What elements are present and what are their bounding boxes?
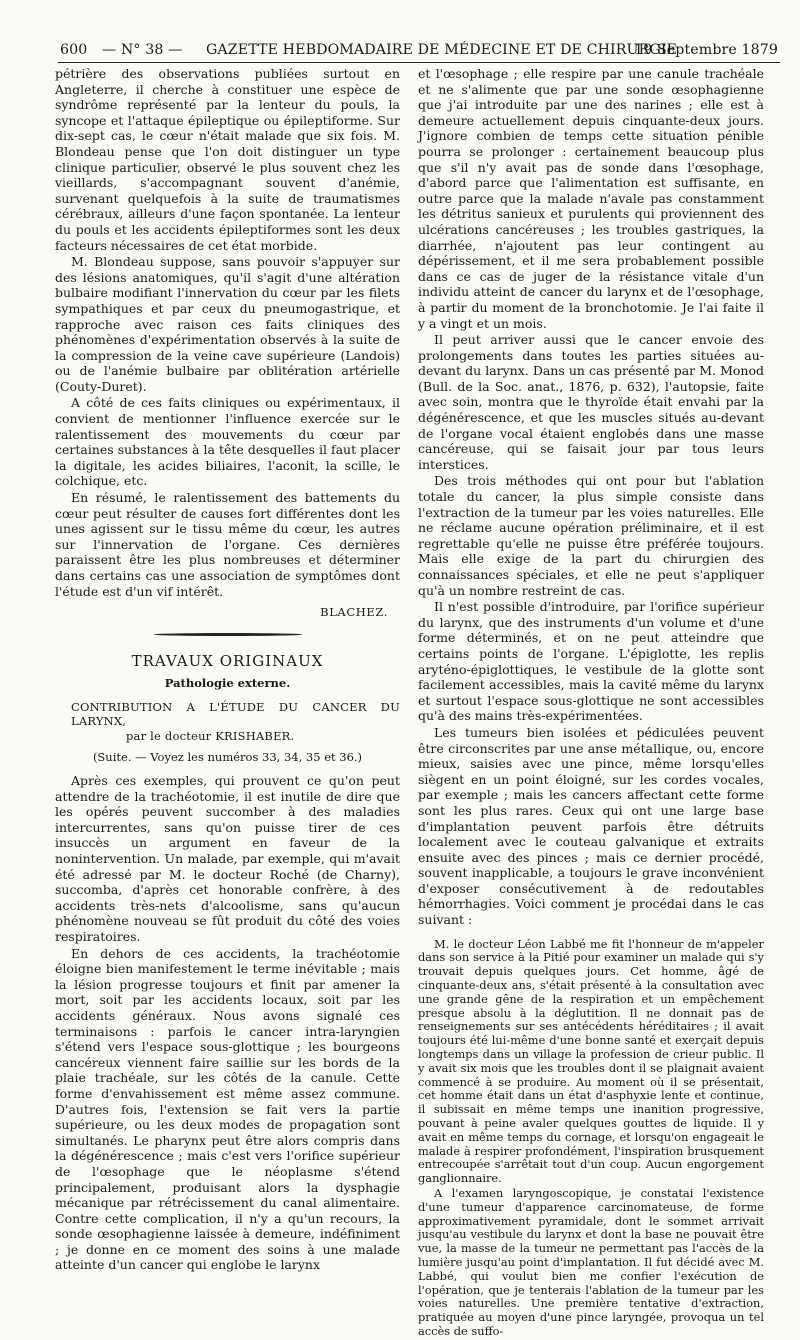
issue-date: 19 Septembre 1879 <box>634 42 778 58</box>
paragraph: Après ces exemples, qui prouvent ce qu'on peut attendre de la trachéotomie, il est inutile de dire que les opérés peuvent succomber à des maladies intercurrentes, sans qu'on puisse tirer de ces insuccès un argument en faveur de la nonintervention. Un malade, par exemple, qui m'avait été adressé par M. le docteur Roché (de Charny), succomba, d'après cet honorable confrère, à des accidents très-nets d'alcoolisme, sans qu'aucun phénomène nouveau se fût produit du côté des voies respiratoires. <box>55 773 400 944</box>
page-number: 600 <box>60 42 88 58</box>
paragraph: M. Blondeau suppose, sans pouvoir s'appuyer sur des lésions anatomiques, qu'il s'agit d'une altération bulbaire modifiant l'innervation du cœur par les filets sympathiques et par ceux du pneumogastrique, et rapproche avec raison ces faits cliniques des phénomènes d'expérimentation observés à la suite de la compression de la veine cave supérieure (Landois) ou de l'anémie bulbaire par oblitération artérielle (Couty-Duret). <box>55 254 400 394</box>
article-continuation-note: (Suite. — Voyez les numéros 33, 34, 35 et 36.) <box>92 750 363 765</box>
case-paragraph: M. le docteur Léon Labbé me fit l'honneur de m'appeler dans son service à la Pitié pour examiner un malade qui s'y trouvait depuis quelques jours. Cet homme, âgé de cinquante-deux ans, s'était présenté à la consultation avec une grande gêne de la respiration et un empêchement presque absolu à la déglutition. Il ne donnait pas de renseignements sur ses antécédents héréditaires ; il avait toujours été lui-même d'une bonne santé et exerçait depuis longtemps dans un village la profession de crieur public. Il y avait six mois que les troubles dont il se plaignait avaient commencé à se produire. Au moment où il se présentait, cet homme était dans un état d'asphyxie lente et continue, il subissait en même temps une inanition progressive, pouvant à peine avaler quelques gouttes de liquide. Il y avait en même temps du cornage, et lorsqu'on engageait le malade à respirer profondément, l'inspiration brusquement entrecoupée s'arrêtait tout d'un coup. Aucun engorgement ganglionnaire. <box>418 936 764 1186</box>
paragraph: et l'œsophage ; elle respire par une canule trachéale et ne s'alimente que par une sonde œsophagienne que j'ai introduite par une des narines ; elle est à demeure actuellement depuis cinquante-deux jours. J'ignore combien de temps cette situation pénible pourra se prolonger : certainement beaucoup plus que s'il n'y avait pas de sonde dans l'œsophage, d'abord parce que l'alimentation est suffisante, en outre parce que la malade n'avale pas constamment les détritus sanieux et purulents qui proviennent des ulcérations cancéreuses ; les troubles gastriques, la diarrhée, n'ajoutent pas leur contingent au dépérissement, et il me sera probablement possible dans ce cas de juger de la résistance vitale d'un individu atteint de cancer du larynx et de l'œsophage, à partir du moment de la bronchotomie. Je l'ai faite il y a vingt et un mois. <box>418 66 764 331</box>
paragraph: En résumé, le ralentissement des battements du cœur peut résulter de causes fort différentes dont les unes agissent sur le tissu même du cœur, les autres sur l'innervation de l'organe. Ces dernières paraissent être les plus nombreuses et déterminer dans certains cas une association de symptômes dont l'étude est d'un vif intérêt. <box>55 490 400 599</box>
article-title <box>55 700 400 744</box>
paragraph: Des trois méthodes qui ont pour but l'ablation totale du cancer, la plus simple consiste dans l'extraction de la tumeur par les voies naturelles. Elle ne réclame aucune opération préliminaire, et il est regrettable qu'elle ne puisse être préférée toujours. Mais elle exige de la part du chirurgien des connaissances spéciales, et elle ne peut s'appliquer qu'à un nombre restreint de cas. <box>418 473 764 598</box>
case-paragraph: A l'examen laryngoscopique, je constatai l'existence d'une tumeur d'apparence carcinomateuse, de forme approximativement pyramidale, dont le sommet arrivait jusqu'au vestibule du larynx et dont la base ne pouvait être vue, la masse de la tumeur ne permettant pas l'accès de la lumière jusqu'au point d'implantation. Il fut décidé avec M. Labbé, qui voulut bien me confier l'exécution de l'opération, que je tenterais l'ablation de la tumeur par les voies naturelles. Une première tentative d'extraction, pratiquée au moyen d'une pince laryngée, provoqua un tel accès de suffo- <box>418 1186 764 1338</box>
section-divider <box>153 633 303 636</box>
section-title: TRAVAUX ORIGINAUX <box>131 651 324 670</box>
paragraph: Il n'est possible d'introduire, par l'orifice supérieur du larynx, que des instruments d'un volume et d'une forme déterminés, et on ne peut atteindre que certains points de l'organe. L'épiglotte, les replis aryténo-épiglottiques, le vestibule de la glotte sont facilement accessibles, mais la cavité même du larynx et surtout l'espace sous-glottique ne sont accessibles qu'à des mains très-expérimentées. <box>418 599 764 724</box>
article-author: par le docteur KRISHABER. <box>126 728 295 743</box>
paragraph: Les tumeurs bien isolées et pédiculées peuvent être circonscrites par une anse métallique, ou, encore mieux, saisies avec une pince, même lorsqu'elles siègent en un point éloigné, sur les cordes vocales, par exemple ; mais les cancers affectant cette forme sont les plus rares. Ceux qui ont une large base d'implantation peuvent parfois être détruits localement avec le couteau galvanique et extraits ensuite avec des pinces ; mais ce dernier procédé, souvent inapplicable, a toujours le grave inconvénient d'exposer consécutivement à de redoutables hémorrhagies. Voici comment je procédai dans le cas suivant : <box>418 724 764 928</box>
paragraph: En dehors de ces accidents, la trachéotomie éloigne bien manifestement le terme inévitable ; mais la lésion progresse toujours et finit par amener la mort, soit par les accidents locaux, soit par les accidents généraux. Nous avons signalé ces terminaisons : parfois le cancer intra-laryngien s'étend vers l'espace sous-glottique ; les bourgeons cancéreux viennent faire saillie sur les bords de la plaie trachéale, sur les côtés de la canule. Cette forme d'envahissement est même assez commune. D'autres fois, l'extension se fait vers la partie supérieure, ou les deux modes de propagation sont simultanés. Le pharynx peut être alors compris dans la dégénérescence ; mais c'est vers l'orifice supérieur de l'œsophage que le néoplasme s'étend principalement, produisant alors la dysphagie mécanique par rétrécissement du canal alimentaire. Contre cette complication, il n'y a qu'un recours, la sonde œsophagienne laissée à demeure, indéfiniment ; je donne en ce moment des soins à une malade atteinte d'un cancer qui englobe le larynx <box>55 945 400 1273</box>
left-column <box>55 66 400 1274</box>
journal-title: GAZETTE HEBDOMADAIRE DE MÉDECINE ET DE CHIRURGIE <box>206 42 677 58</box>
paragraph: Il peut arriver aussi que le cancer envoie des prolongements dans toutes les parties situées au-devant du larynx. Dans un cas présenté par M. Monod (Bull. de la Soc. anat., 1876, p. 632), l'autopsie, faite avec soin, montra que le thyroïde était envahi par la dégénérescence, et que les muscles situés au-devant de l'organe vocal étaient englobés dans une masse cancéreuse, qui se faisait jour par tous leurs interstices. <box>418 332 764 472</box>
paragraph: A côté de ces faits cliniques ou expérimentaux, il convient de mentionner l'influence exercée sur le ralentissement des mouvements du cœur par certaines substances à la tête desquelles il faut placer la digitale, les acides biliaires, l'aconit, la scille, le colchique, etc. <box>55 395 400 489</box>
right-column <box>418 66 764 1340</box>
author-signature: BLACHEZ. <box>320 605 388 620</box>
case-report <box>418 938 764 1339</box>
paragraph: pétrière des observations publiées surtout en Angleterre, il cherche à constituer une espèce de syndrôme représenté par la lenteur du pouls, la syncope et l'attaque épileptique ou épileptiforme. Sur dix-sept cas, le cœur n'était malade que six fois. M. Blondeau pense que l'on doit distinguer un type clinique particulier, observé le plus souvent chez les vieillards, s'accompagnant souvent d'anémie, survenant quelquefois à la suite de traumatismes cérébraux, ailleurs d'une façon spontanée. La lenteur du pouls et les accidents épileptiformes sont les deux facteurs nécessaires de cet état morbide. <box>55 66 400 253</box>
page-header <box>58 40 780 63</box>
section-subtitle: Pathologie externe. <box>164 676 291 691</box>
issue-number: — N° 38 — <box>102 42 183 58</box>
article-title-line: CONTRIBUTION A L'ÉTUDE DU CANCER DU LARYNX, <box>71 699 400 729</box>
